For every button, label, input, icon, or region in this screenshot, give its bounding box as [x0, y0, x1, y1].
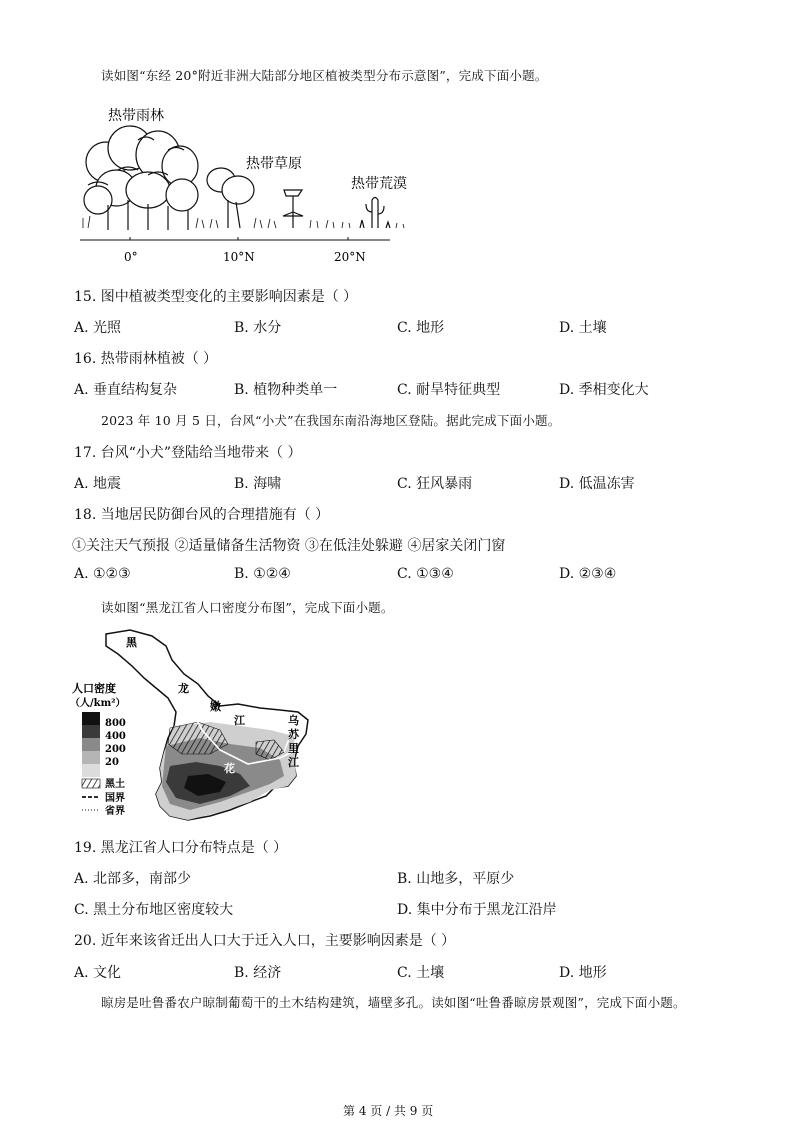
- map-char-nen: 嫩: [210, 700, 221, 713]
- q18-statements: ①关注天气预报 ②适量储备生活物资 ③在低洼处躲避 ④居家关闭门窗: [72, 538, 506, 554]
- q15-option-a[interactable]: A. 光照: [74, 320, 122, 336]
- q17-option-a[interactable]: A. 地震: [74, 476, 122, 492]
- map-char-li: 里: [288, 742, 299, 755]
- q19-option-a[interactable]: A. 北部多，南部少: [74, 871, 192, 887]
- map-char-su: 苏: [288, 728, 299, 741]
- label-desert: 热带荒漠: [351, 176, 407, 192]
- q16-option-c[interactable]: C. 耐旱特征典型: [397, 382, 501, 398]
- heilongjiang-density-map: [70, 626, 340, 826]
- label-savanna: 热带草原: [246, 156, 302, 172]
- q20-option-d[interactable]: D. 地形: [559, 965, 607, 981]
- q20-option-c[interactable]: C. 土壤: [397, 965, 445, 981]
- tick-20n: 20°N: [334, 250, 366, 264]
- q15-option-b[interactable]: B. 水分: [234, 320, 282, 336]
- question-19-stem: 19. 黑龙江省人口分布特点是（ ）: [74, 840, 288, 856]
- q17-option-c[interactable]: C. 狂风暴雨: [397, 476, 473, 492]
- map-char-jiang-1: 江: [234, 714, 245, 727]
- map-legend: [70, 681, 126, 817]
- question-18-stem: 18. 当地居民防御台风的合理措施有（ ）: [74, 507, 330, 523]
- intro-text-1: 读如图“东经 20°附近非洲大陆部分地区植被类型分布示意图”，完成下面小题。: [101, 68, 548, 83]
- q20-option-a[interactable]: A. 文化: [74, 965, 122, 981]
- legend-400: 400: [105, 731, 126, 742]
- q17-option-b[interactable]: B. 海啸: [234, 476, 282, 492]
- q19-option-c[interactable]: C. 黑土分布地区密度较大: [74, 902, 234, 918]
- q16-option-d[interactable]: D. 季相变化大: [559, 382, 649, 398]
- legend-200: 200: [105, 744, 126, 755]
- map-char-wu: 乌: [288, 714, 299, 727]
- q15-option-d[interactable]: D. 土壤: [559, 320, 607, 336]
- legend-national-border: 国界: [105, 793, 125, 804]
- question-15-stem: 15. 图中植被类型变化的主要影响因素是（ ）: [74, 289, 358, 305]
- legend-black-soil: 黑土: [105, 779, 125, 790]
- vegetation-figure: [78, 100, 418, 270]
- tick-0: 0°: [124, 250, 138, 264]
- ground-texture: [83, 216, 404, 228]
- map-char-hua: 花: [224, 762, 235, 775]
- map-char-jiang-2: 江: [288, 756, 299, 769]
- q18-option-c[interactable]: C. ①③④: [397, 566, 454, 582]
- q18-option-b[interactable]: B. ①②④: [234, 566, 291, 582]
- tick-10n: 10°N: [223, 250, 255, 264]
- map-char-long: 龙: [178, 682, 189, 695]
- legend-800: 800: [105, 718, 126, 729]
- intro-text-4: 晾房是吐鲁番农户晾制葡萄干的土木结构建筑，墙壁多孔。读如图“吐鲁番晾房景观图”，完成下面小题。: [101, 995, 686, 1010]
- savanna-trees-illustration: [207, 168, 303, 228]
- legend-unit: （人/km²）: [70, 698, 126, 709]
- legend-title: 人口密度: [72, 682, 116, 695]
- q19-option-d[interactable]: D. 集中分布于黑龙江沿岸: [397, 902, 557, 918]
- q15-option-c[interactable]: C. 地形: [397, 320, 445, 336]
- q18-option-d[interactable]: D. ②③④: [559, 566, 617, 582]
- question-16-stem: 16. 热带雨林植被（ ）: [74, 351, 218, 367]
- intro-text-2: 2023 年 10 月 5 日，台风“小犬”在我国东南沿海地区登陆。据此完成下面小题。: [101, 413, 561, 428]
- map-char-hei: 黑: [126, 636, 137, 649]
- q16-option-a[interactable]: A. 垂直结构复杂: [74, 382, 178, 398]
- q16-option-b[interactable]: B. 植物种类单一: [234, 382, 338, 398]
- legend-20: 20: [105, 757, 119, 768]
- legend-provincial-border: 省界: [105, 806, 125, 817]
- intro-text-3: 读如图“黑龙江省人口密度分布图”，完成下面小题。: [101, 600, 394, 615]
- page-footer: 第 4 页 / 共 9 页: [343, 1104, 434, 1118]
- q18-option-a[interactable]: A. ①②③: [74, 566, 131, 582]
- rainforest-trees-illustration: [84, 126, 198, 230]
- question-17-stem: 17. 台风“小犬”登陆给当地带来（ ）: [74, 445, 302, 461]
- q19-option-b[interactable]: B. 山地多，平原少: [397, 871, 515, 887]
- q17-option-d[interactable]: D. 低温冻害: [559, 476, 635, 492]
- label-rainforest: 热带雨林: [108, 108, 164, 124]
- q20-option-b[interactable]: B. 经济: [234, 965, 282, 981]
- question-20-stem: 20. 近年来该省迁出人口大于迁入人口，主要影响因素是（ ）: [74, 933, 456, 949]
- desert-cactus-illustration: [360, 198, 390, 229]
